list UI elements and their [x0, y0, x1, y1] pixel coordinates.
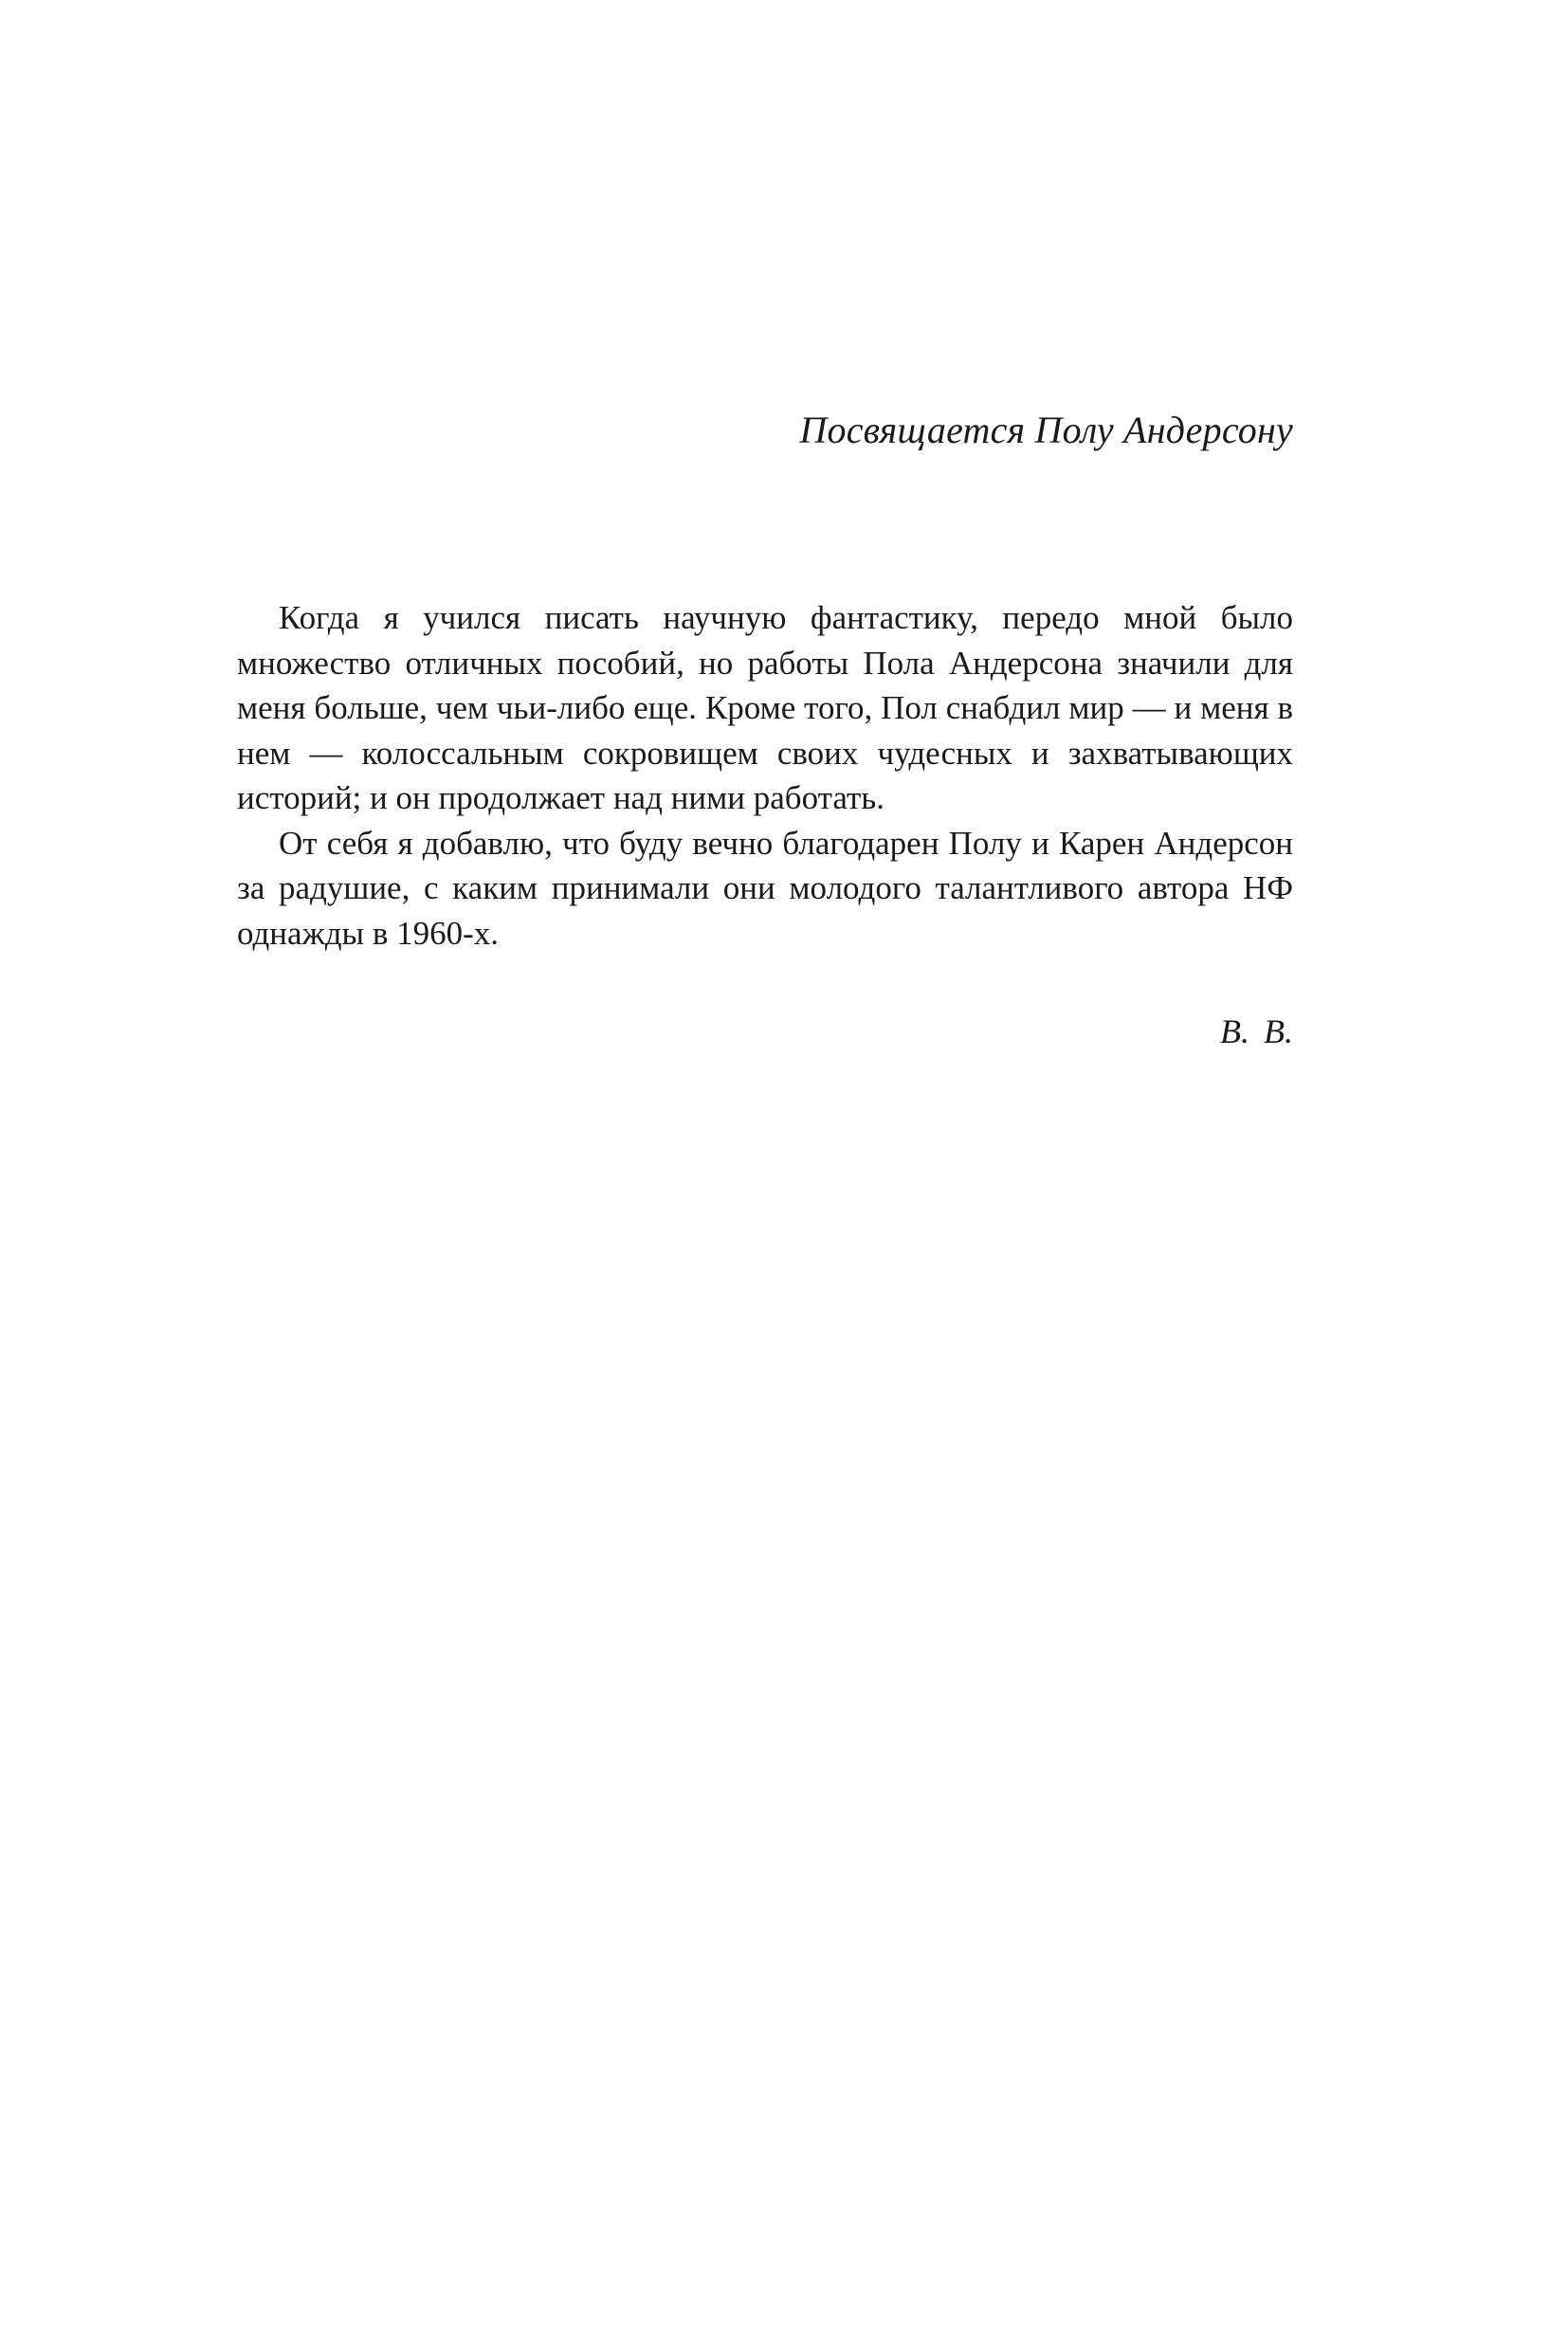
author-initials: В. В.	[1220, 1012, 1293, 1050]
paragraph-1: Когда я учился писать научную фантастику, передо мной было множество отличных пособий, но работы Пола Андерсона значили для меня больше, чем чьи-либо еще. Кроме того, Пол снабдил мир — и меня в нем — колоссальным сокровищем своих чудесных и захватывающих историй; и он продолжает над ними работать.	[237, 599, 1293, 816]
dedication-line: Посвящается Полу Андерсону	[799, 409, 1293, 451]
dedication-text-block	[237, 595, 1293, 956]
paragraph-2: От себя я добавлю, что буду вечно благодарен Полу и Карен Андерсон за радушие, с каким принимали они молодого талантливого автора НФ однажды в 1960-х.	[237, 824, 1293, 952]
